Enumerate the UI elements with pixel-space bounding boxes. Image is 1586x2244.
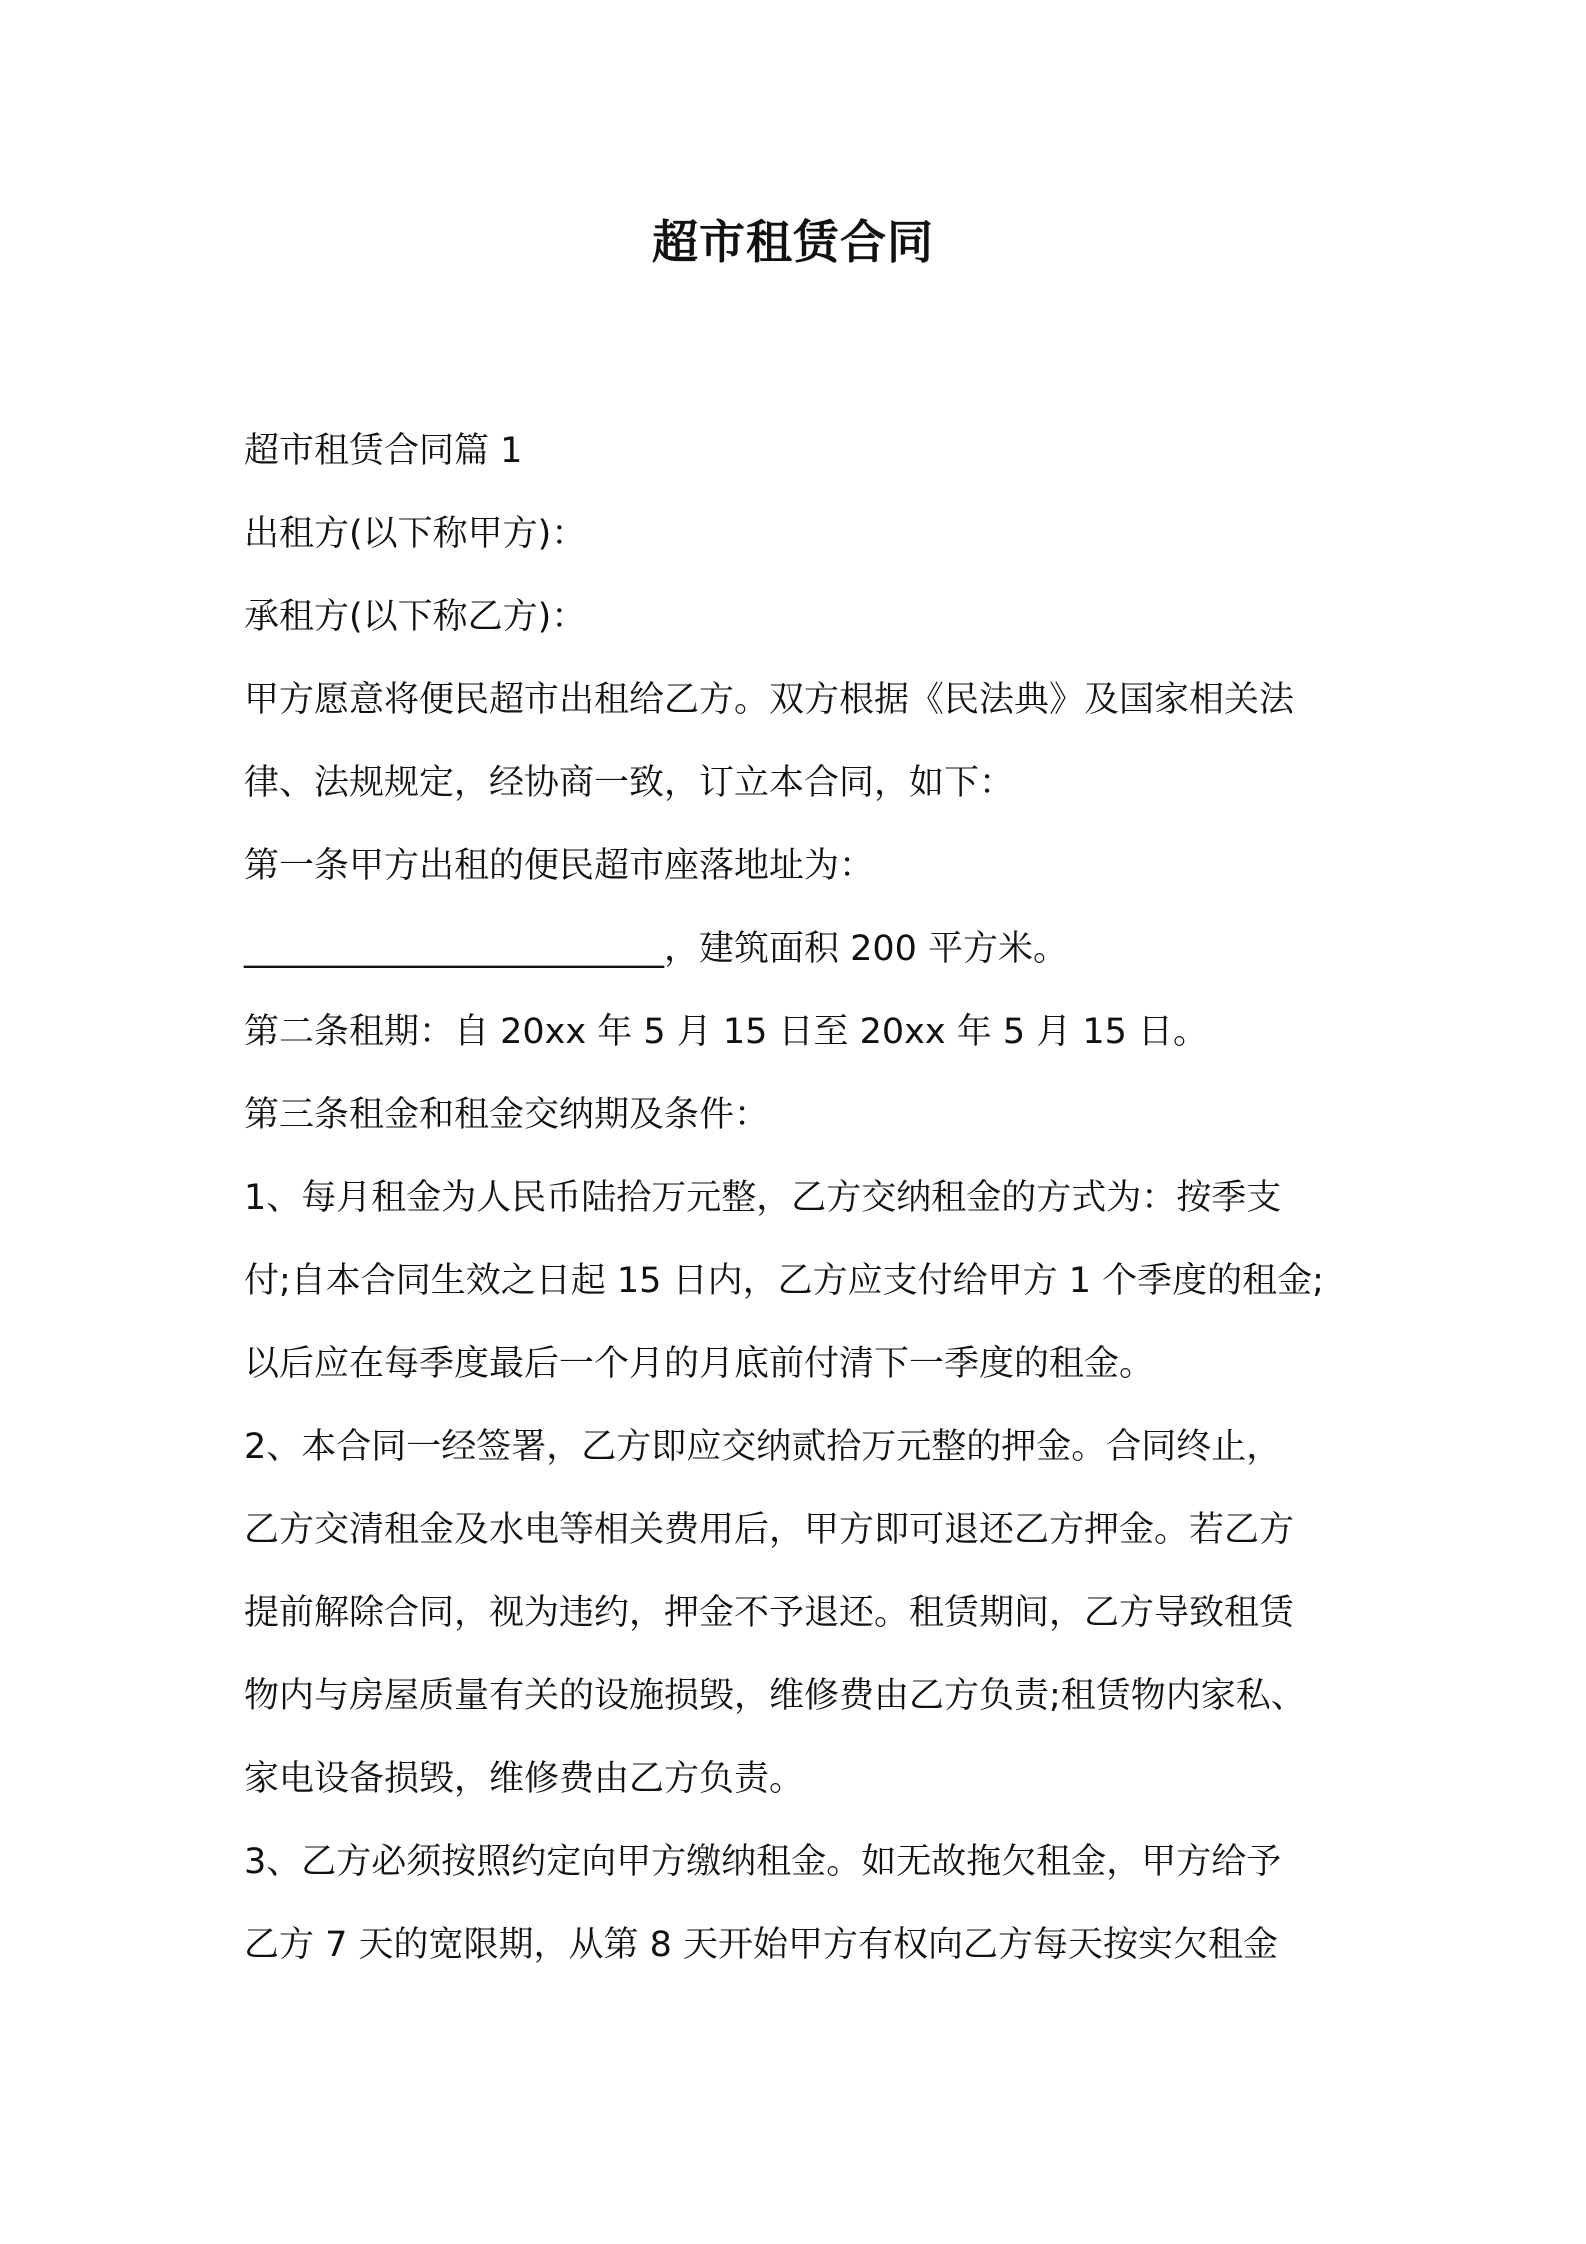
address-blank-line: ________________________，建筑面积 200 平方米。 — [244, 929, 1069, 969]
lessor-line: 出租方(以下称甲方)： — [244, 514, 587, 554]
document-body — [244, 410, 1364, 1987]
clause-1-line: 1、每月租金为人民币陆拾万元整，乙方交纳租金的方式为：按季支 — [244, 1178, 1282, 1218]
paragraph-line: 甲方愿意将便民超市出租给乙方。双方根据《民法典》及国家相关法 — [244, 680, 1295, 720]
clause-2-line: 乙方交清租金及水电等相关费用后，甲方即可退还乙方押金。若乙方 — [244, 1510, 1295, 1550]
lessee-line: 承租方(以下称乙方)： — [244, 597, 587, 637]
clause-2-line: 家电设备损毁，维修费由乙方负责。 — [244, 1759, 805, 1799]
document-title: 超市租赁合同 — [652, 215, 934, 269]
clause-3-line: 乙方 7 天的宽限期，从第 8 天开始甲方有权向乙方每天按实欠租金 — [244, 1925, 1279, 1965]
paragraph-line: 律、法规规定，经协商一致，订立本合同，如下： — [244, 763, 1015, 803]
section-heading: 超市租赁合同篇 1 — [244, 431, 523, 471]
article-3-line: 第三条租金和租金交纳期及条件： — [244, 1095, 770, 1135]
clause-2-line: 2、本合同一经签署，乙方即应交纳贰拾万元整的押金。合同终止， — [244, 1427, 1282, 1467]
clause-2-line: 物内与房屋质量有关的设施损毁，维修费由乙方负责;租赁物内家私、 — [244, 1676, 1306, 1716]
clause-1-line: 付;自本合同生效之日起 15 日内，乙方应支付给甲方 1 个季度的租金; — [244, 1261, 1324, 1301]
clause-3-line: 3、乙方必须按照约定向甲方缴纳租金。如无故拖欠租金，甲方给予 — [244, 1842, 1282, 1882]
article-1-line: 第一条甲方出租的便民超市座落地址为： — [244, 846, 875, 886]
clause-2-line: 提前解除合同，视为违约，押金不予退还。租赁期间，乙方导致租赁 — [244, 1593, 1295, 1633]
article-2-line: 第二条租期：自 20xx 年 5 月 15 日至 20xx 年 5 月 15 日。 — [244, 1012, 1209, 1052]
clause-1-line: 以后应在每季度最后一个月的月底前付清下一季度的租金。 — [244, 1344, 1155, 1384]
